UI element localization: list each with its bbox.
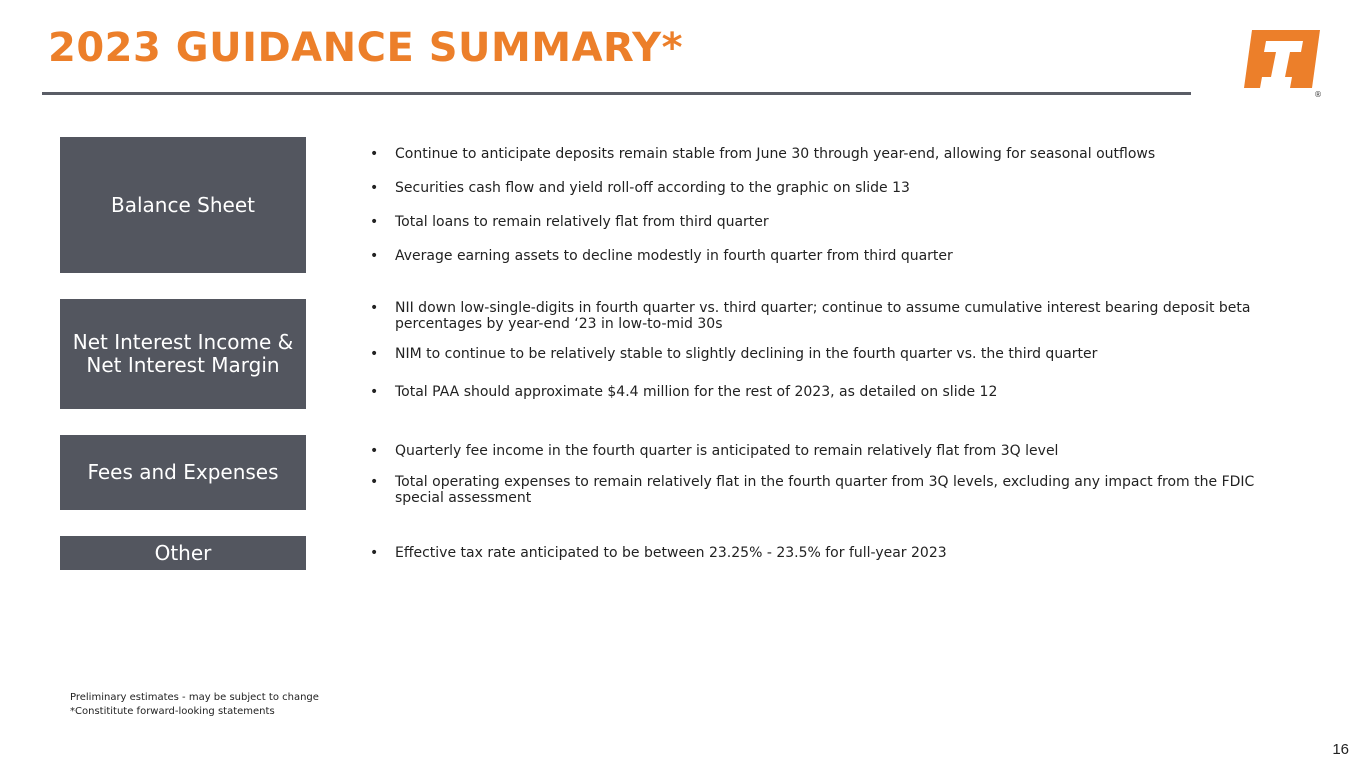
bullet-item xyxy=(370,300,1270,332)
bullet-dot: • xyxy=(370,248,379,264)
bullet-dot: • xyxy=(370,180,379,196)
bullet-text: Total PAA should approximate $4.4 million for the rest of 2023, as detailed on slide 12 xyxy=(395,384,998,400)
bullet-item xyxy=(370,248,1270,264)
slide-title: 2023 GUIDANCE SUMMARY* xyxy=(48,25,684,71)
first-interstate-logo-icon xyxy=(1240,24,1324,100)
page-number: 16 xyxy=(1332,741,1349,758)
category-label: Net Interest Income & Net Interest Margin xyxy=(72,330,294,377)
bullet-item xyxy=(370,180,1270,196)
bullet-text: Total operating expenses to remain relatively flat in the fourth quarter from 3Q levels, excluding any impact from the FDIC special assessment xyxy=(395,474,1255,506)
footnote-forward-looking: *Constititute forward-looking statements xyxy=(70,706,275,717)
bullet-item xyxy=(370,443,1270,459)
bullet-dot: • xyxy=(370,545,379,561)
footnotes xyxy=(70,691,319,719)
bullet-dot: • xyxy=(370,346,379,362)
bullet-dot: • xyxy=(370,384,379,400)
bullet-text: Average earning assets to decline modestly in fourth quarter from third quarter xyxy=(395,248,953,264)
bullet-text: NIM to continue to be relatively stable to slightly declining in the fourth quarter vs. the third quarter xyxy=(395,346,1098,362)
bullet-item xyxy=(370,474,1270,506)
bullet-dot: • xyxy=(370,146,379,162)
registered-mark: ® xyxy=(1314,90,1322,99)
category-label: Other xyxy=(154,540,212,565)
footnote-preliminary: Preliminary estimates - may be subject to change xyxy=(70,692,319,703)
bullet-text: Quarterly fee income in the fourth quarter is anticipated to remain relatively flat from 3Q level xyxy=(395,443,1059,459)
bullet-item xyxy=(370,545,1270,561)
category-net-interest-income xyxy=(60,299,306,409)
category-fees-and-expenses xyxy=(60,435,306,510)
bullet-text: Continue to anticipate deposits remain stable from June 30 through year-end, allowing for seasonal outflows xyxy=(395,146,1156,162)
bullet-dot: • xyxy=(370,474,379,490)
bullet-dot: • xyxy=(370,300,379,316)
title-divider xyxy=(42,92,1191,95)
bullet-item xyxy=(370,346,1270,362)
bullet-text: Effective tax rate anticipated to be between 23.25% - 23.5% for full-year 2023 xyxy=(395,545,947,561)
category-balance-sheet xyxy=(60,137,306,273)
bullet-dot: • xyxy=(370,443,379,459)
bullet-item xyxy=(370,146,1270,162)
bullet-item xyxy=(370,214,1270,230)
bullet-text: NII down low-single-digits in fourth quarter vs. third quarter; continue to assume cumulative interest bearing deposit beta percentages by year-end ‘23 in low-to-mid 30s xyxy=(395,300,1251,332)
category-other xyxy=(60,536,306,570)
bullet-dot: • xyxy=(370,214,379,230)
bullet-text: Total loans to remain relatively flat from third quarter xyxy=(395,214,769,230)
category-label: Balance Sheet xyxy=(111,192,255,217)
category-label: Fees and Expenses xyxy=(87,460,279,484)
bullet-text: Securities cash flow and yield roll-off according to the graphic on slide 13 xyxy=(395,180,910,196)
bullet-item xyxy=(370,384,1270,400)
